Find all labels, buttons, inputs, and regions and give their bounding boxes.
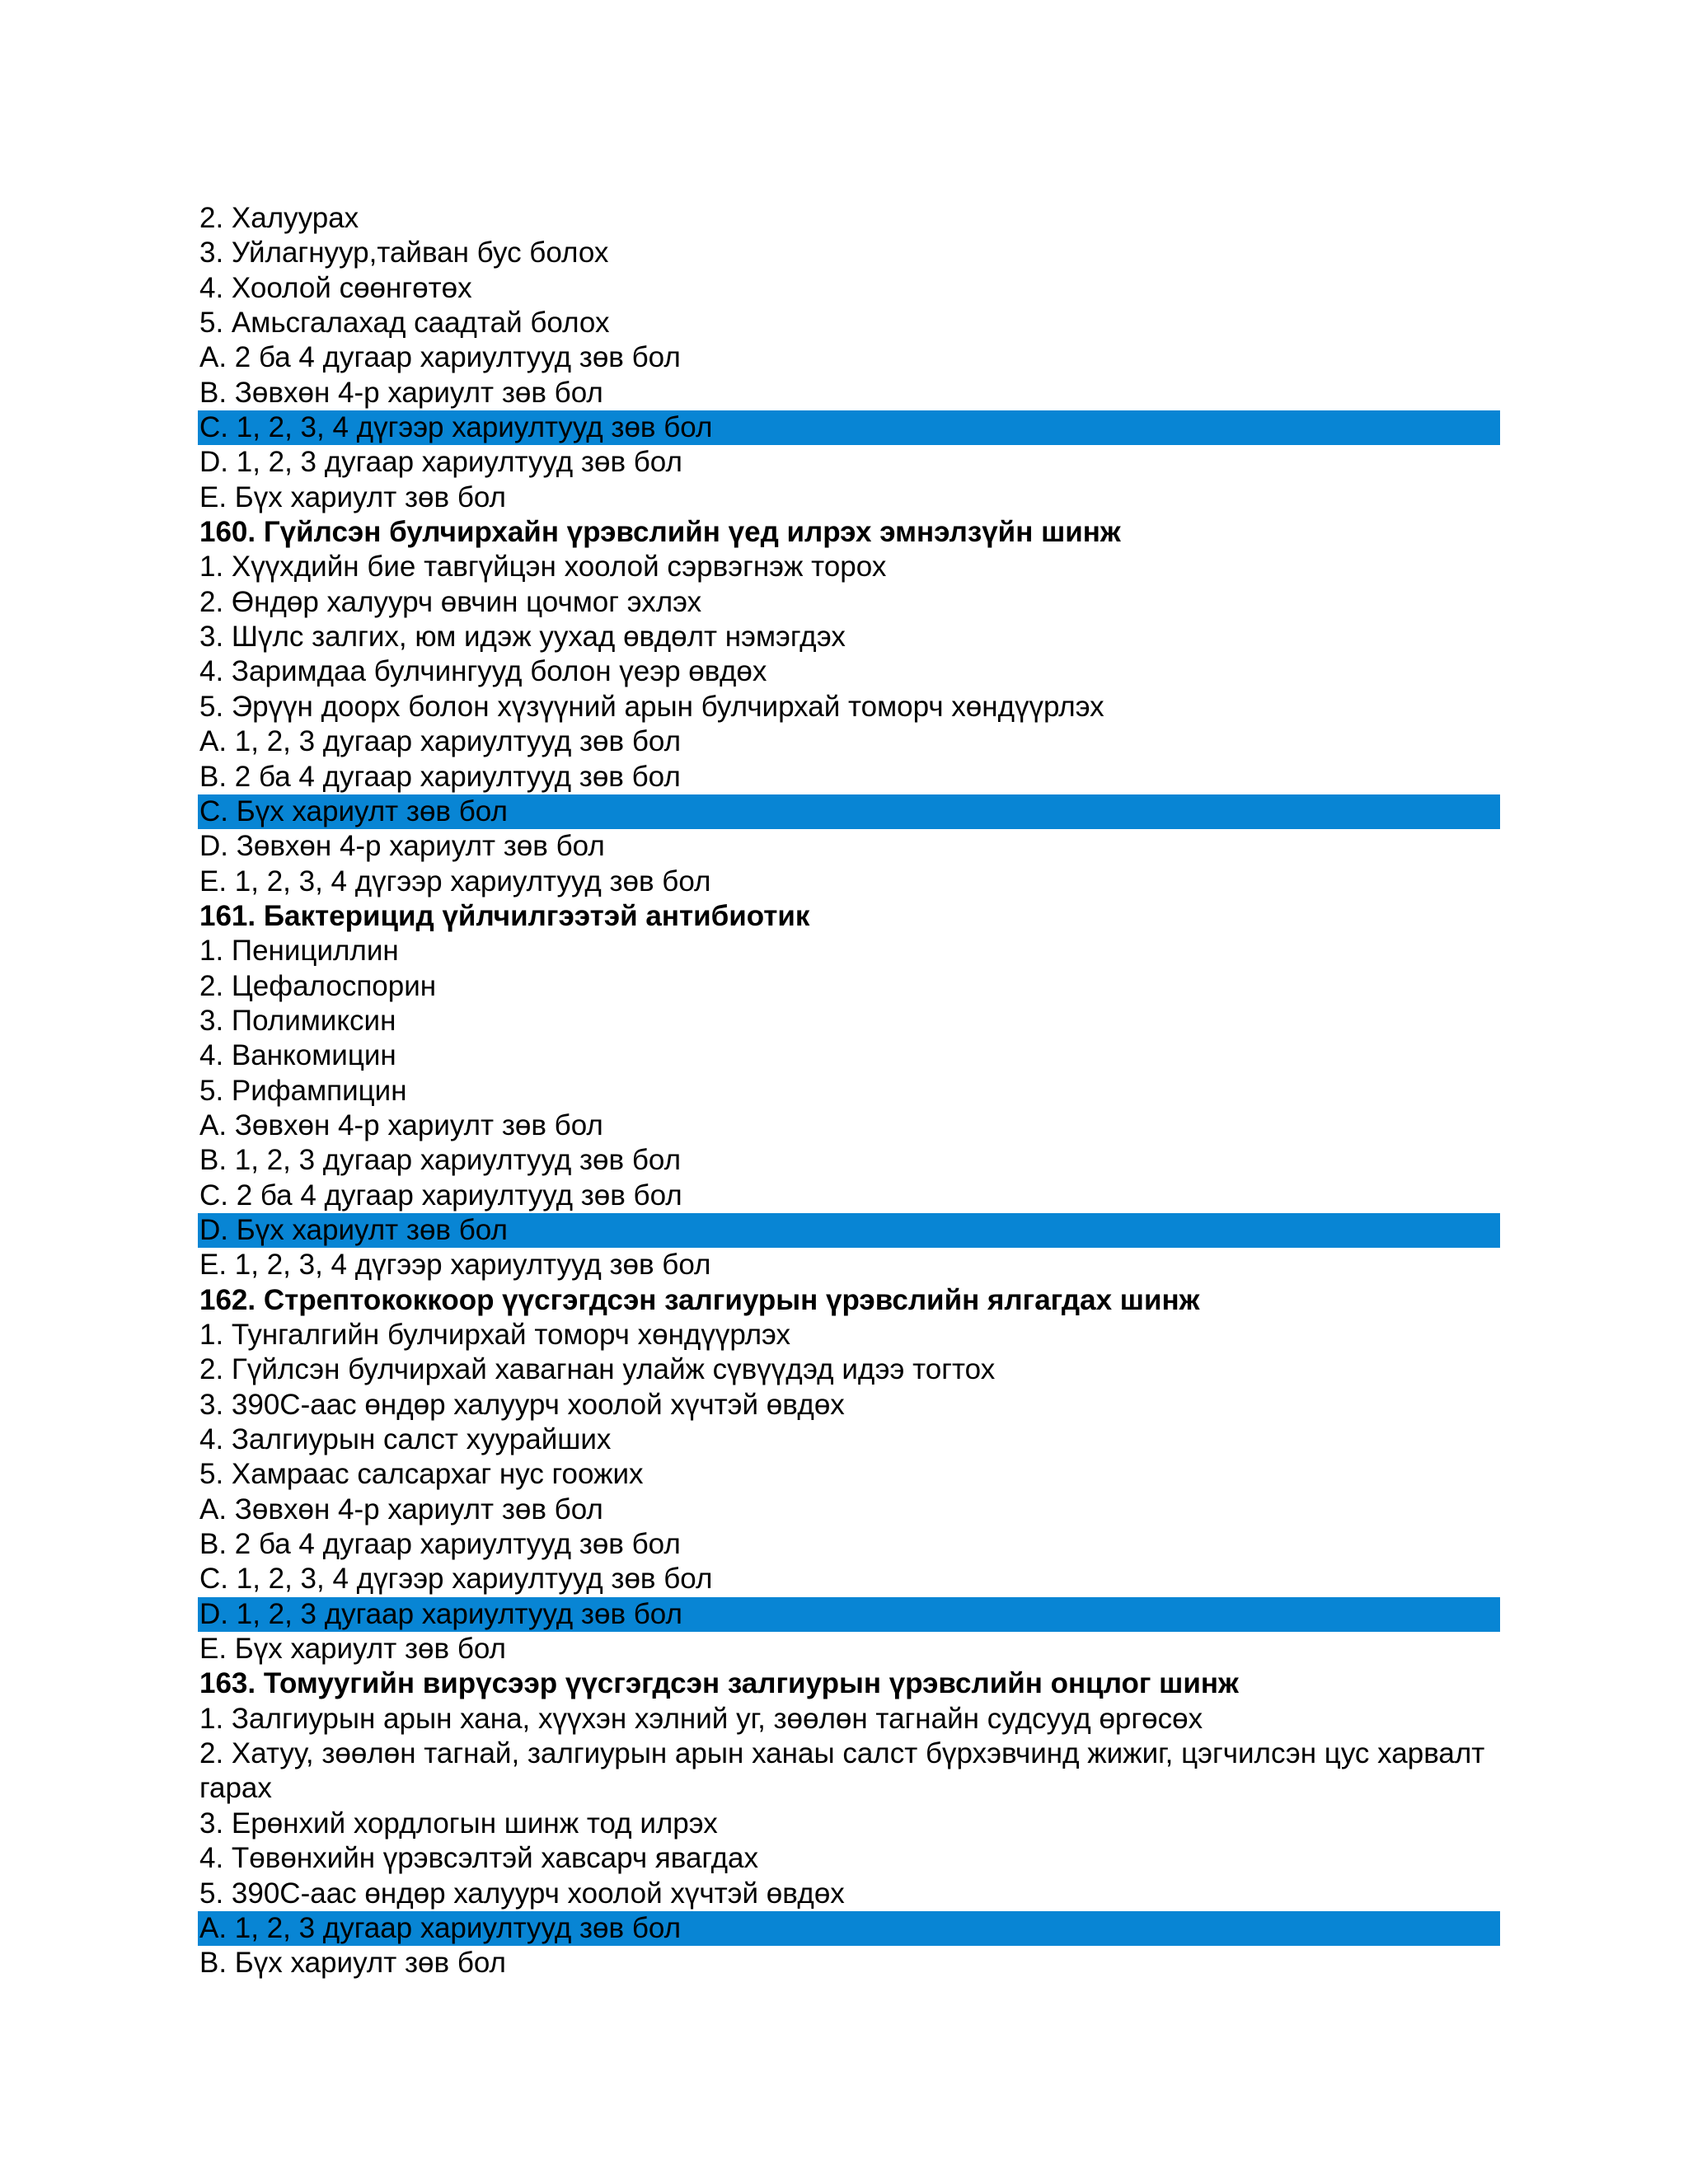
question-heading: 163. Томуугийн вирүсээр үүсгэгдсэн залгиурын үрэвслийн онцлог шинж: [199, 1667, 1239, 1700]
question-heading: 160. Гүйлсэн булчирхайн үрэвслийн үед илрэх эмнэлзүйн шинж: [199, 516, 1121, 549]
option-line: 1. Залгиурын арын хана, хүүхэн хэлний уг, зөөлөн тагнайн судсууд өргөсөх: [199, 1702, 1203, 1735]
option-line: 4. Ванкомицин: [199, 1039, 396, 1072]
answer-choice: B. 2 ба 4 дугаар хариултууд зөв бол: [199, 1528, 681, 1561]
option-line: 1. Хүүхдийн бие тавгүйцэн хоолой сэрвэгнэж торох: [199, 551, 887, 583]
answer-choice: A. 2 ба 4 дугаар хариултууд зөв бол: [199, 341, 681, 374]
option-line: 2. Өндөр халуурч өвчин цочмог эхлэх: [199, 585, 702, 618]
answer-choice: E. Бүх хариулт зөв бол: [199, 480, 506, 513]
answer-choice: B. Зөвхөн 4-р хариулт зөв бол: [199, 376, 603, 409]
answer-choice: E. Бүх хариулт зөв бол: [199, 1633, 506, 1666]
answer-choice: C. 2 ба 4 дугаар хариултууд зөв бол: [199, 1179, 682, 1212]
answer-choice: B. 1, 2, 3 дугаар хариултууд зөв бол: [199, 1144, 681, 1177]
option-line: 5. Хамраас салсархаг нус гоожих: [199, 1458, 644, 1491]
correct-answer-highlight: D. 1, 2, 3 дугаар хариултууд зөв бол: [198, 1597, 1500, 1632]
answer-choice: B. 2 ба 4 дугаар хариултууд зөв бол: [199, 760, 681, 793]
answer-choice: E. 1, 2, 3, 4 дүгээр хариултууд зөв бол: [199, 1249, 711, 1282]
option-line: 3. Полимиксин: [199, 1004, 396, 1037]
option-line: 2. Хатуу, зөөлөн тагнай, залгиурын арын ханаы салст бүрхэвчинд жижиг, цэгчилсэн цус харвалт гарах: [199, 1737, 1485, 1805]
question-heading: 162. Стрептококкоор үүсгэгдсэн залгиурын үрэвслийн ялгагдах шинж: [199, 1283, 1200, 1316]
option-line: 1. Тунгалгийн булчирхай томорч хөндүүрлэх: [199, 1319, 790, 1351]
option-line: 4. Залгиурын салст хуурайших: [199, 1423, 612, 1456]
answer-choice: B. Бүх хариулт зөв бол: [199, 1947, 506, 1980]
answer-choice: A. Зөвхөн 4-р хариулт зөв бол: [199, 1108, 603, 1141]
correct-answer-highlight: D. Бүх хариулт зөв бол: [198, 1213, 1500, 1248]
document-page: [198, 201, 1500, 1981]
option-line: 2. Цефалоспорин: [199, 969, 437, 1002]
option-line: 4. Хоолой сөөнгөтөх: [199, 271, 472, 304]
option-line: 1. Пенициллин: [199, 935, 399, 968]
option-line: 5. Рифампицин: [199, 1074, 407, 1107]
option-line: 4. Төвөнхийн үрэвсэлтэй хавсарч явагдах: [199, 1842, 758, 1875]
answer-choice: A. Зөвхөн 4-р хариулт зөв бол: [199, 1493, 603, 1526]
answer-choice: D. Зөвхөн 4-р хариулт зөв бол: [199, 830, 605, 863]
answer-choice: C. 1, 2, 3, 4 дүгээр хариултууд зөв бол: [199, 1563, 713, 1596]
option-line: 4. Заримдаа булчингууд болон үеэр өвдөх: [199, 655, 767, 688]
question-heading: 161. Бактерицид үйлчилгээтэй антибиотик: [199, 899, 810, 932]
option-line: 3. Ерөнхий хордлогын шинж тод илрэх: [199, 1807, 718, 1840]
correct-answer-highlight: C. 1, 2, 3, 4 дүгээр хариултууд зөв бол: [198, 410, 1500, 445]
option-line: 2. Халуурах: [199, 202, 359, 234]
option-line: 5. Амьсгалахад саадтай болох: [199, 307, 610, 340]
correct-answer-highlight: C. Бүх хариулт зөв бол: [198, 794, 1500, 829]
option-line: 5. Эрүүн доорх болон хүзүүний арын булчирхай томорч хөндүүрлэх: [199, 690, 1104, 723]
option-line: 5. 390С-аас өндөр халуурч хоолой хүчтэй өвдөх: [199, 1877, 845, 1910]
option-line: 3. Шүлс залгих, юм идэж уухад өвдөлт нэмэгдэх: [199, 621, 846, 654]
answer-choice: D. 1, 2, 3 дугаар хариултууд зөв бол: [199, 446, 682, 479]
option-line: 2. Гүйлсэн булчирхай хавагнан улайж сүвүүдэд идээ тогтох: [199, 1353, 996, 1386]
answer-choice: A. 1, 2, 3 дугаар хариултууд зөв бол: [199, 725, 681, 758]
option-line: 3. Уйлагнуур,тайван бус болох: [199, 237, 609, 269]
answer-choice: E. 1, 2, 3, 4 дүгээр хариултууд зөв бол: [199, 865, 711, 898]
correct-answer-highlight: A. 1, 2, 3 дугаар хариултууд зөв бол: [198, 1911, 1500, 1946]
option-line: 3. 390С-аас өндөр халуурч хоолой хүчтэй өвдөх: [199, 1388, 845, 1421]
